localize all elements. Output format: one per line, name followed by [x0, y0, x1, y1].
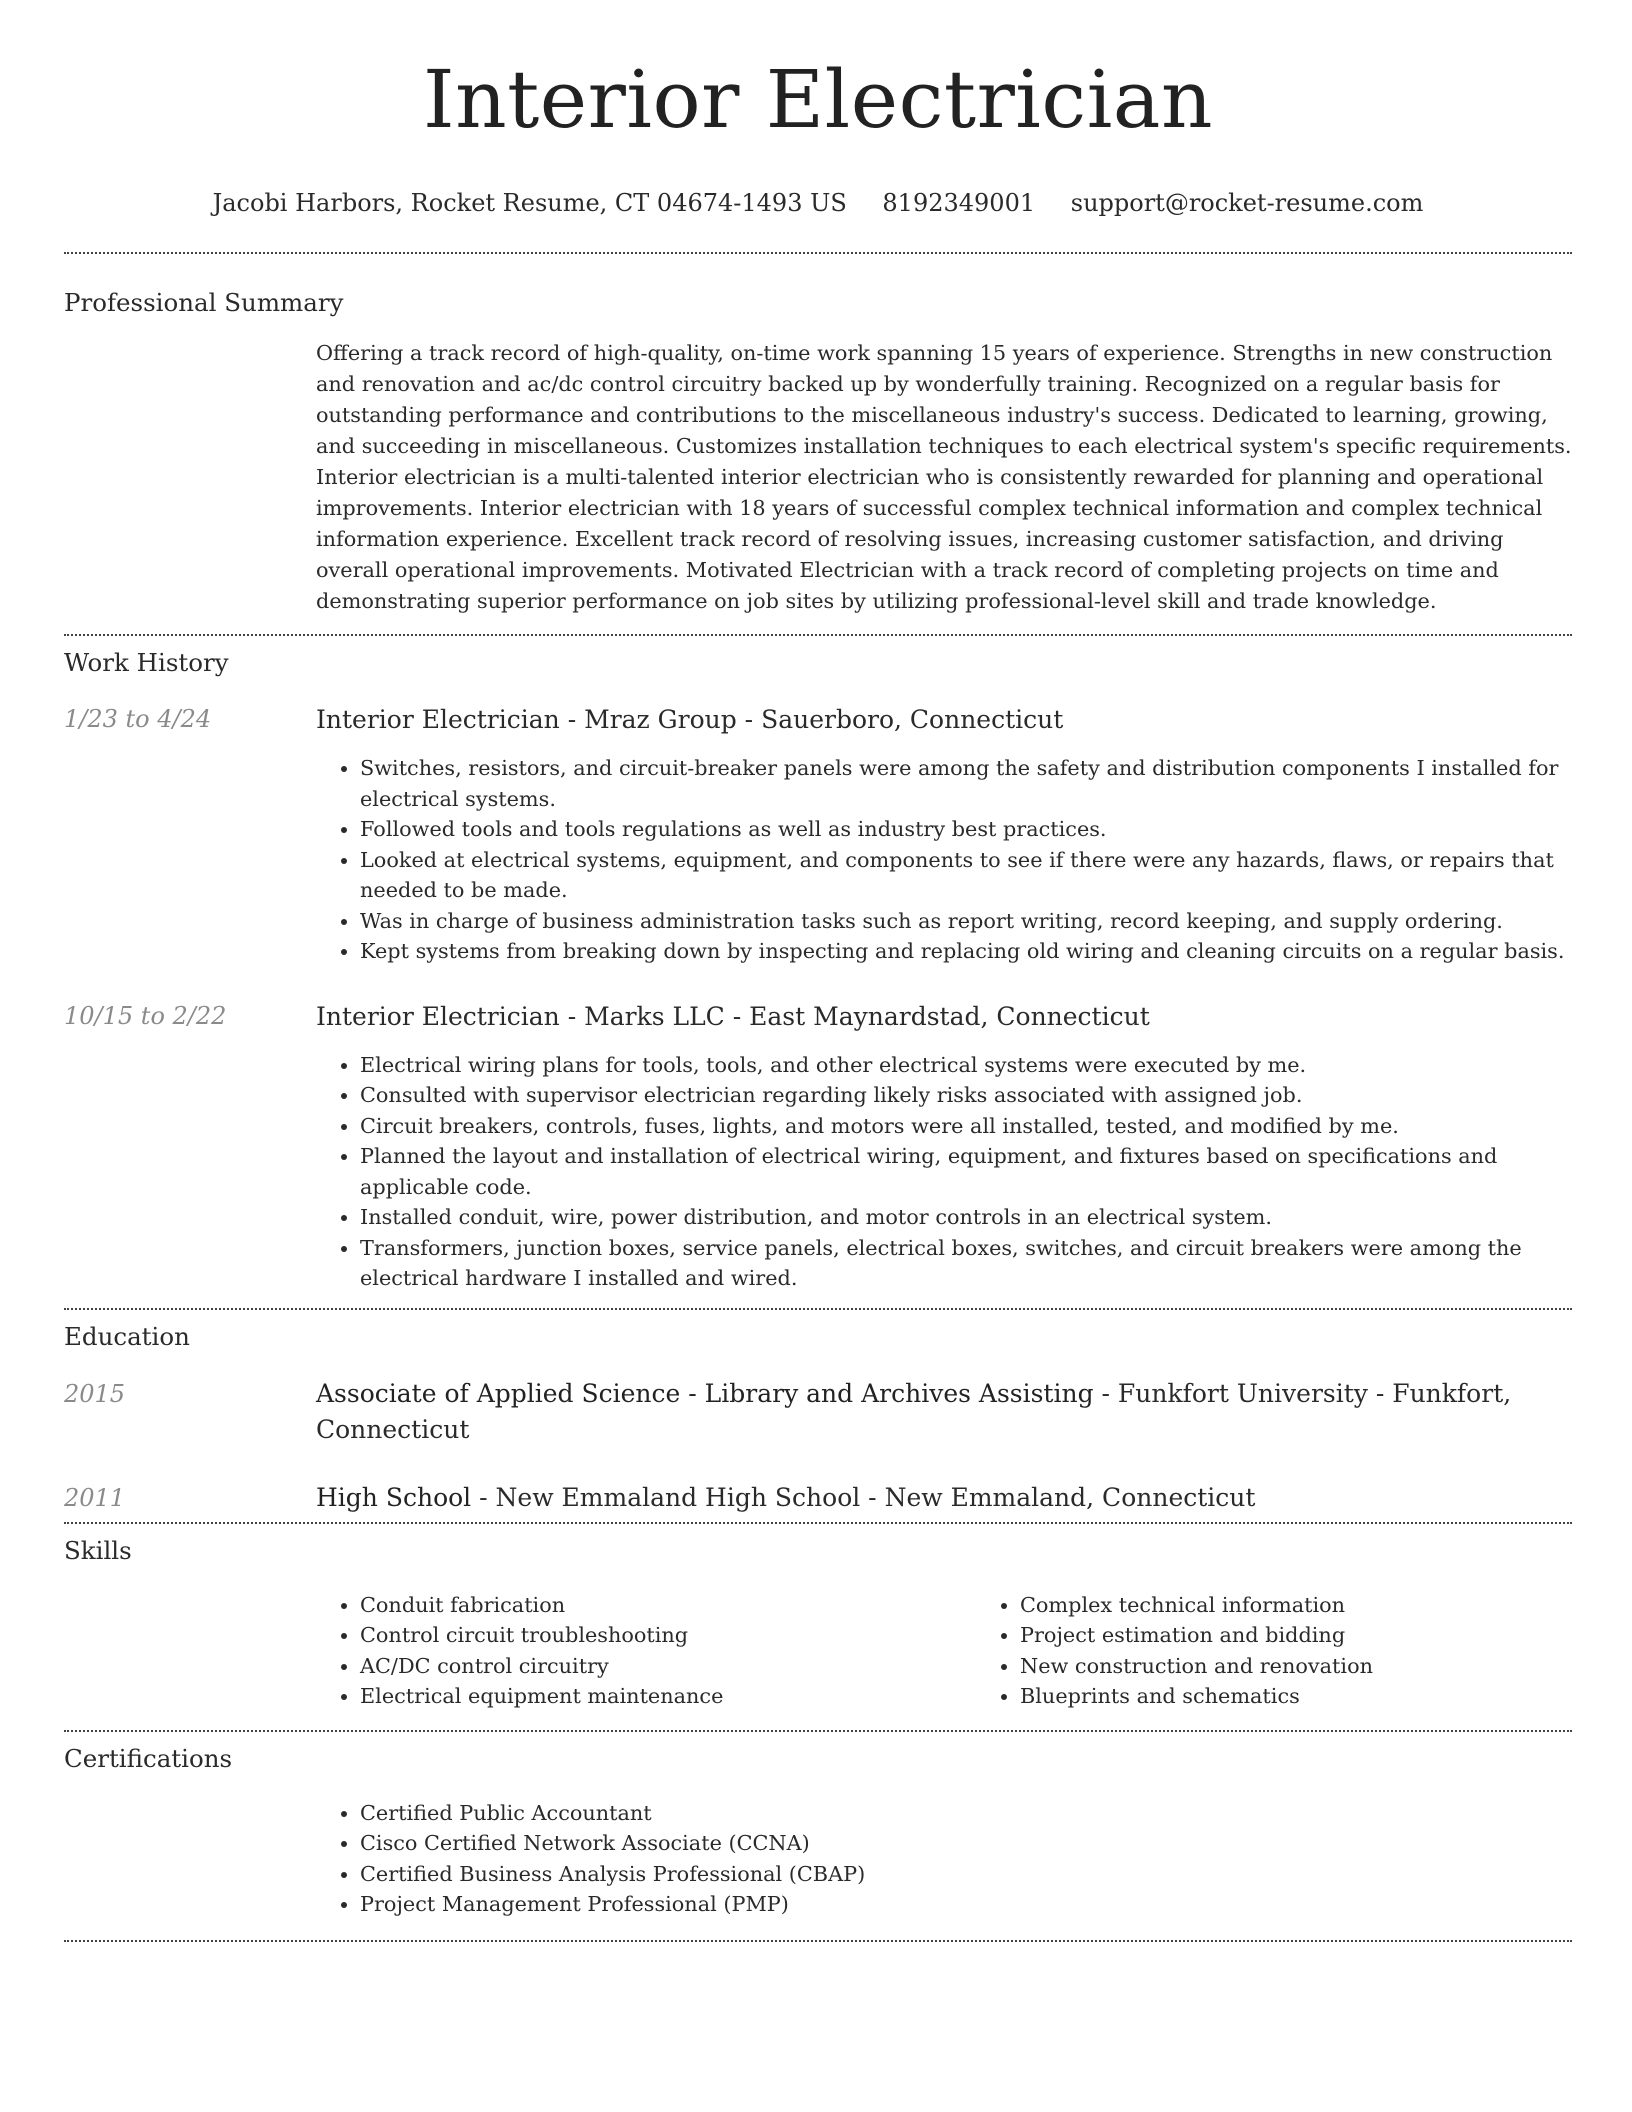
list-item: • Certified Public Accountant: [360, 1798, 1572, 1829]
list-item: • Blueprints and schematics: [1020, 1681, 1632, 1712]
education-degree: High School: [316, 1482, 472, 1512]
list-item: • Switches, resistors, and circuit-breaker panels were among the safety and distribution components I installed for electrical systems.: [360, 753, 1572, 814]
certifications-section: [64, 1732, 1572, 1920]
resume-title: Interior Electrician: [423, 53, 1213, 146]
job-title: Interior Electrician - Marks LLC - East Maynardstad, Connecticut: [316, 1001, 1150, 1031]
list-item: • Planned the layout and installation of electrical wiring, equipment, and fixtures based on specifications and applicable code.: [360, 1141, 1572, 1202]
list-item: • Control circuit troubleshooting: [360, 1620, 976, 1651]
job-entry: [64, 704, 1572, 967]
job-title: Interior Electrician - Mraz Group - Sauerboro, Connecticut: [316, 705, 1064, 734]
list-item: • Project Management Professional (PMP): [360, 1889, 1572, 1920]
job-bullets: [316, 753, 1572, 967]
education-entry: [64, 1480, 1572, 1516]
section-heading-work: Work History: [64, 648, 229, 677]
education-school: - Funkfort University - Funkfort, Connecticut: [316, 1378, 1512, 1444]
list-item: • Looked at electrical systems, equipment, and components to see if there were any hazards, flaws, or repairs that needed to be made.: [360, 845, 1572, 906]
job-entry: [64, 1001, 1572, 1294]
list-item: • Project estimation and bidding: [1020, 1620, 1632, 1651]
education-school: - New Emmaland High School - New Emmaland, Connecticut: [471, 1482, 1256, 1512]
list-item: • Electrical wiring plans for tools, tools, and other electrical systems were executed by me.: [360, 1050, 1572, 1081]
contact-email: support@rocket-resume.com: [1070, 189, 1424, 217]
job-bullets: [316, 1050, 1572, 1294]
list-item: • Was in charge of business administration tasks such as report writing, record keeping, and supply ordering.: [360, 906, 1572, 937]
summary-section: [64, 254, 1572, 617]
contact-line: [64, 188, 1572, 218]
section-heading-skills: Skills: [64, 1535, 132, 1565]
education-year: 2011: [64, 1483, 126, 1512]
list-item: • Followed tools and tools regulations as well as industry best practices.: [360, 814, 1572, 845]
education-section: [64, 1310, 1572, 1516]
job-dates: 1/23 to 4/24: [64, 705, 212, 733]
summary-text: Offering a track record of high-quality, on-time work spanning 15 years of experience. Strengths in new construction and renovation and ac/dc control circuitry backed up by wonderfully training. Recognized on a regular basis for outstanding performance and contributions to the miscellaneous industry's success. Dedicated to learning, growing, and succeeding in miscellaneous. Customizes installation techniques to each electrical system's specific requirements. Interior electrician is a multi-talented interior electrician who is consistently rewarded for planning and operational improvements. Interior electrician with 18 years of successful complex technical information and complex technical information experience. Excellent track record of resolving issues, increasing customer satisfaction, and driving overall operational improvements. Motivated Electrician with a track record of completing projects on time and demonstrating superior performance on job sites by utilizing professional-level skill and trade knowledge.: [316, 341, 1572, 613]
list-item: • Consulted with supervisor electrician regarding likely risks associated with assigned job.: [360, 1080, 1572, 1111]
section-heading-certifications: Certifications: [64, 1743, 233, 1773]
work-history-section: [64, 636, 1572, 1294]
list-item: • AC/DC control circuitry: [360, 1651, 976, 1682]
education-entry: [64, 1376, 1572, 1448]
education-year: 2015: [64, 1379, 126, 1408]
skills-list-left: [316, 1590, 976, 1712]
job-dates: 10/15 to 2/22: [64, 1001, 227, 1030]
education-degree: Associate of Applied Science - Library and Archives Assisting: [316, 1378, 1094, 1408]
section-heading-summary: Professional Summary: [64, 288, 344, 317]
resume-page: [64, 0, 1572, 1942]
list-item: • Kept systems from breaking down by inspecting and replacing old wiring and cleaning circuits on a regular basis.: [360, 936, 1572, 967]
list-item: • Cisco Certified Network Associate (CCNA): [360, 1828, 1572, 1859]
contact-address: Jacobi Harbors, Rocket Resume, CT 04674-1493 US: [212, 189, 847, 217]
list-item: • Installed conduit, wire, power distribution, and motor controls in an electrical system.: [360, 1202, 1572, 1233]
contact-phone: 8192349001: [882, 189, 1036, 217]
divider: [64, 1940, 1572, 1942]
list-item: • Certified Business Analysis Professional (CBAP): [360, 1859, 1572, 1890]
list-item: • Electrical equipment maintenance: [360, 1681, 976, 1712]
skills-list-right: [976, 1590, 1632, 1712]
list-item: • New construction and renovation: [1020, 1651, 1632, 1682]
list-item: • Complex technical information: [1020, 1590, 1632, 1621]
list-item: • Circuit breakers, controls, fuses, lights, and motors were all installed, tested, and modified by me.: [360, 1111, 1572, 1142]
section-heading-education: Education: [64, 1321, 190, 1351]
list-item: • Conduit fabrication: [360, 1590, 976, 1621]
list-item: • Transformers, junction boxes, service panels, electrical boxes, switches, and circuit breakers were among the electrical hardware I installed and wired.: [360, 1233, 1572, 1294]
certifications-list: [316, 1798, 1572, 1920]
skills-section: [64, 1524, 1572, 1712]
